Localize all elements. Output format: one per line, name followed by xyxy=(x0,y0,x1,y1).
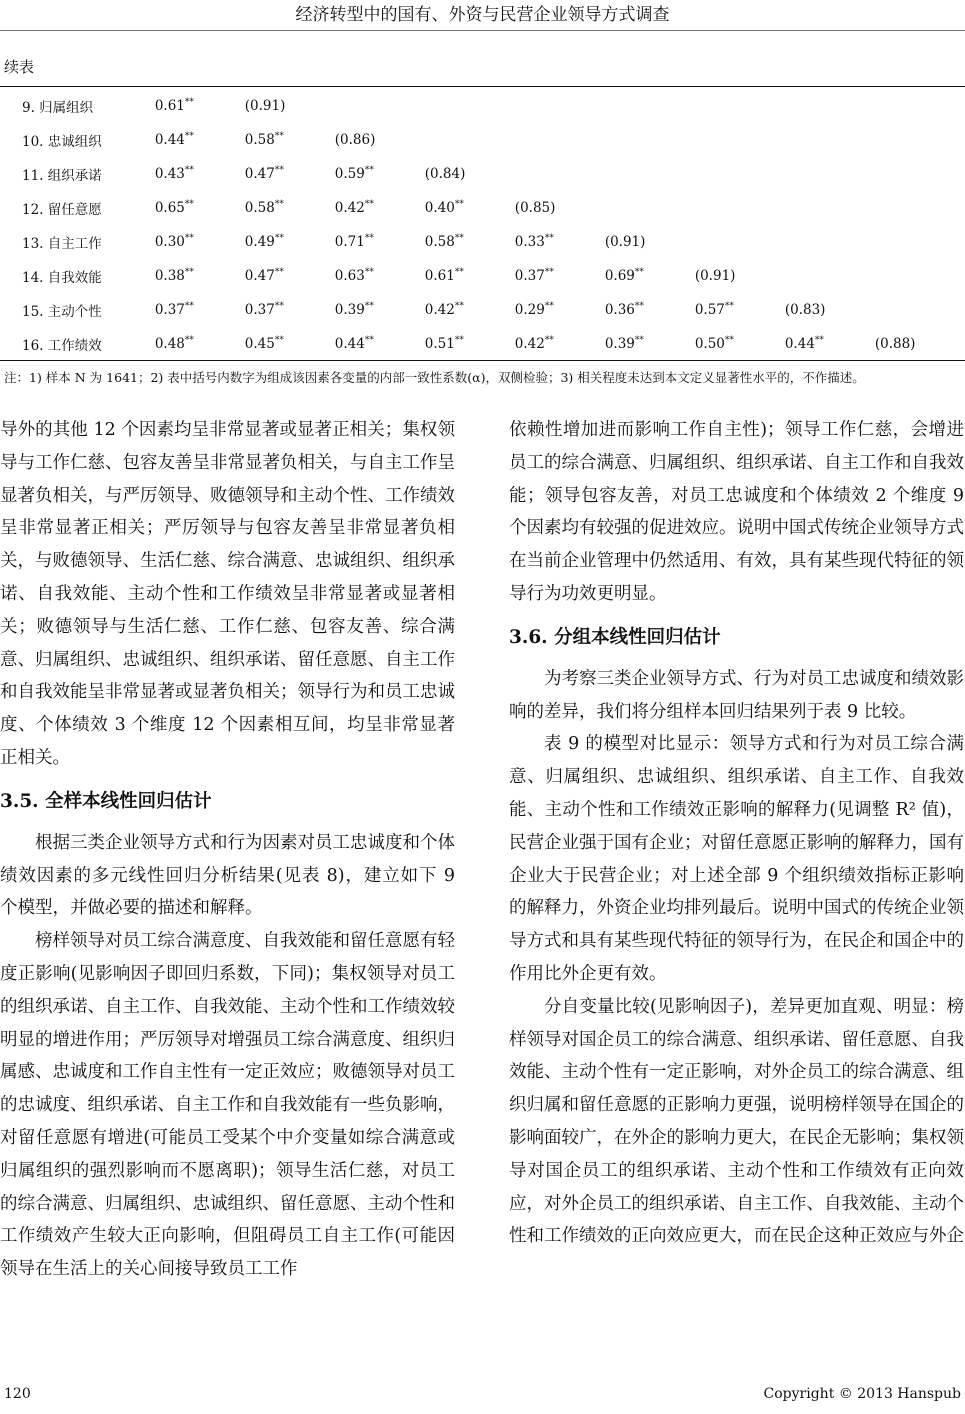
table-cell xyxy=(515,123,605,157)
row-label: 10. 忠诚组织 xyxy=(22,134,102,150)
table-cell xyxy=(785,123,875,157)
table-cell: 0.50** xyxy=(694,335,734,352)
paragraph: 表 9 的模型对比显示：领导方式和行为对员工综合满意、归属组织、忠诚组织、组织承诺、自主工作、自我效能、主动个性和工作绩效正影响的解释力(见调整 R² 值)，民营企业强于国有企业；对留任意愿正影响的解释力，国有企业大于民营企业；对上述全部 9 个组织绩效指标正影响的解释力，外资企业均排列最后。说明中国式的传统企业领导方式和具有某些现代特征的领导行为，在民企和国企中的作用比外企更有效。 xyxy=(509,734,964,984)
row-label: 9. 归属组织 xyxy=(22,100,94,116)
table-cell: 0.44** xyxy=(334,335,374,352)
table-cell: 0.45** xyxy=(244,335,284,352)
table-cell xyxy=(875,123,965,157)
table-cell xyxy=(875,157,965,191)
row-label: 14. 自我效能 xyxy=(22,270,102,286)
table-row xyxy=(0,89,965,123)
paragraph: 为考察三类企业领导方式、行为对员工忠诚度和绩效影响的差异，我们将分组样本回归结果列于表 9 比较。 xyxy=(509,668,964,722)
table-cell xyxy=(425,89,515,123)
paragraph: 根据三类企业领导方式和行为因素对员工忠诚度和个体绩效因素的多元线性回归分析结果(见表 8)，建立如下 9 个模型，并做必要的描述和解释。 xyxy=(0,832,455,919)
table-cell xyxy=(425,123,515,157)
page-number: 120 xyxy=(4,1386,31,1402)
table-cell xyxy=(695,191,785,225)
table-cell: 0.58** xyxy=(244,199,284,216)
table-cell xyxy=(695,123,785,157)
table-cell: 0.65** xyxy=(154,199,194,216)
table-cell: 0.39** xyxy=(604,335,644,352)
table-cell: (0.86) xyxy=(334,132,376,148)
row-label: 16. 工作绩效 xyxy=(22,338,102,354)
row-label: 13. 自主工作 xyxy=(22,236,102,252)
correlation-table xyxy=(0,89,965,361)
table-cell: 0.51** xyxy=(424,335,464,352)
table-cell: 0.61** xyxy=(424,267,464,284)
table-cell: (0.91) xyxy=(604,234,646,250)
paragraph: 榜样领导对员工综合满意度、自我效能和留任意愿有轻度正影响(见影响因子即回归系数，下同)；集权领导对员工的组织承诺、自主工作、自我效能、主动个性和工作绩效较明显的增进作用；严厉领导对增强员工综合满意度、组织归属感、忠诚度和工作自主性有一定正效应；败德领导对员工的忠诚度、组织承诺、自主工作和自我效能有一些负影响，对留任意愿有增进(可能员工受某个中介变量如综合满意或归属组织的强烈影响而不愿离职)；领导生活仁慈，对员工的综合满意、归属组织、忠诚组织、留任意愿、主动个性和工作绩效产生较大正向影响，但阻碍员工自主工作(可能因领导在生活上的关心间接导致员工工作 xyxy=(0,931,455,1280)
row-label: 15. 主动个性 xyxy=(22,304,102,320)
table-cell: 0.47** xyxy=(244,165,284,182)
table-cell: 0.30** xyxy=(154,233,194,250)
table-note: 注：1) 样本 N 为 1641；2) 表中括号内数字为组成该因素各变量的内部一致性系数(α)，双侧检验；3) 相关程度未达到本文定义显著性水平的，不作描述。 xyxy=(4,370,865,385)
table-cell: 0.39** xyxy=(334,301,374,318)
table-cell xyxy=(875,89,965,123)
table-cell xyxy=(875,293,965,327)
table-cell: 0.42** xyxy=(514,335,554,352)
table-row xyxy=(0,191,965,225)
table-cell xyxy=(785,259,875,293)
table-cell xyxy=(785,191,875,225)
table-cell: 0.57** xyxy=(694,301,734,318)
table-row xyxy=(0,225,965,259)
table-cell: (0.84) xyxy=(424,166,466,182)
table-row xyxy=(0,259,965,293)
table-cell: 0.61** xyxy=(154,97,194,114)
table-cell: 0.42** xyxy=(424,301,464,318)
table-cell: (0.91) xyxy=(694,268,736,284)
table-cell: 0.71** xyxy=(334,233,374,250)
table-cell xyxy=(695,89,785,123)
table-cell: 0.29** xyxy=(514,301,554,318)
table-cell: 0.58** xyxy=(244,131,284,148)
table-cell xyxy=(785,157,875,191)
table-cell: 0.44** xyxy=(154,131,194,148)
table-cell: 0.48** xyxy=(154,335,194,352)
table-cell xyxy=(875,225,965,259)
paragraph: 导外的其他 12 个因素均呈非常显著或显著正相关；集权领导与工作仁慈、包容友善呈非常显著负相关，与自主工作呈显著负相关，与严厉领导、败德领导和主动个性、工作绩效呈非常显著正相关；严厉领导与包容友善呈非常显著负相关，与败德领导、生活仁慈、综合满意、忠诚组织、组织承诺、自我效能、主动个性和工作绩效呈非常显著或显著相关；败德领导与生活仁慈、工作仁慈、包容友善、综合满意、归属组织、忠诚组织、组织承诺、留任意愿、自主工作和自我效能呈非常显著或显著负相关；领导行为和员工忠诚度、个体绩效 3 个维度 12 个因素相互间，均呈非常显著正相关。 xyxy=(0,420,455,768)
table-cell xyxy=(875,259,965,293)
table-cell: 0.33** xyxy=(514,233,554,250)
copyright-notice: Copyright © 2013 Hanspub xyxy=(763,1386,961,1402)
row-label: 12. 留任意愿 xyxy=(22,202,102,218)
table-cell: 0.44** xyxy=(784,335,824,352)
table-cell: 0.37** xyxy=(154,301,194,318)
table-bottom-rule xyxy=(0,360,965,361)
table-cell xyxy=(605,191,695,225)
table-cell: 0.36** xyxy=(604,301,644,318)
table-cell xyxy=(695,225,785,259)
table-cell: 0.37** xyxy=(514,267,554,284)
row-label: 11. 组织承诺 xyxy=(22,168,102,184)
paragraph: 依赖性增加进而影响工作自主性)；领导工作仁慈，会增进员工的综合满意、归属组织、组织承诺、自主工作和自我效能；领导包容友善，对员工忠诚度和个体绩效 2 个维度 9 个因素均有较强的促进效应。说明中国式传统企业领导方式在当前企业管理中仍然适用、有效，具有某些现代特征的领导行为功效更明显。 xyxy=(509,420,964,604)
section-heading-3-5: 3.5. 全样本线性回归估计 xyxy=(0,790,212,812)
table-cell xyxy=(785,89,875,123)
table-cell xyxy=(875,191,965,225)
table-cell xyxy=(695,157,785,191)
table-cell: 0.47** xyxy=(244,267,284,284)
table-cell xyxy=(605,123,695,157)
right-column xyxy=(509,414,964,1253)
header-rule xyxy=(0,30,965,31)
table-cell xyxy=(515,157,605,191)
table-cell: 0.58** xyxy=(424,233,464,250)
table-cell: 0.37** xyxy=(244,301,284,318)
table-cell: 0.42** xyxy=(334,199,374,216)
table-row xyxy=(0,327,965,361)
table-cell: 0.40** xyxy=(424,199,464,216)
table-cell: (0.91) xyxy=(244,98,286,114)
table-cell xyxy=(605,89,695,123)
running-header: 经济转型中的国有、外资与民营企业领导方式调查 xyxy=(295,5,670,25)
table-cell xyxy=(335,89,425,123)
table-cell xyxy=(605,157,695,191)
paragraph: 分自变量比较(见影响因子)，差异更加直观、明显：榜样领导对国企员工的综合满意、组织承诺、留任意愿、自我效能、主动个性有一定正影响，对外企员工的综合满意、组织归属和留任意愿的正影响力更强，说明榜样领导在国企的影响面较广，在外企的影响力更大，在民企无影响；集权领导对国企员工的组织承诺、主动个性和工作绩效有正向效应，对外企员工的组织承诺、自主工作、自我效能、主动个性和工作绩效的正向效应更大，而在民企这种正效应与外企 xyxy=(509,996,964,1247)
table-caption: 续表 xyxy=(4,58,35,76)
section-heading-3-6: 3.6. 分组本线性回归估计 xyxy=(509,626,721,648)
table-cell: 0.69** xyxy=(604,267,644,284)
table-cell: 0.59** xyxy=(334,165,374,182)
table-row xyxy=(0,157,965,191)
table-cell: (0.85) xyxy=(514,200,556,216)
table-cell: (0.83) xyxy=(784,302,826,318)
table-cell: 0.43** xyxy=(154,165,194,182)
table-cell: 0.63** xyxy=(334,267,374,284)
table-top-rule xyxy=(0,86,965,87)
table-row xyxy=(0,123,965,157)
left-column xyxy=(0,414,455,1286)
table-cell: (0.88) xyxy=(874,336,916,352)
table-cell xyxy=(515,89,605,123)
table-cell: 0.38** xyxy=(154,267,194,284)
table-cell: 0.49** xyxy=(244,233,284,250)
table-row xyxy=(0,293,965,327)
table-cell xyxy=(785,225,875,259)
